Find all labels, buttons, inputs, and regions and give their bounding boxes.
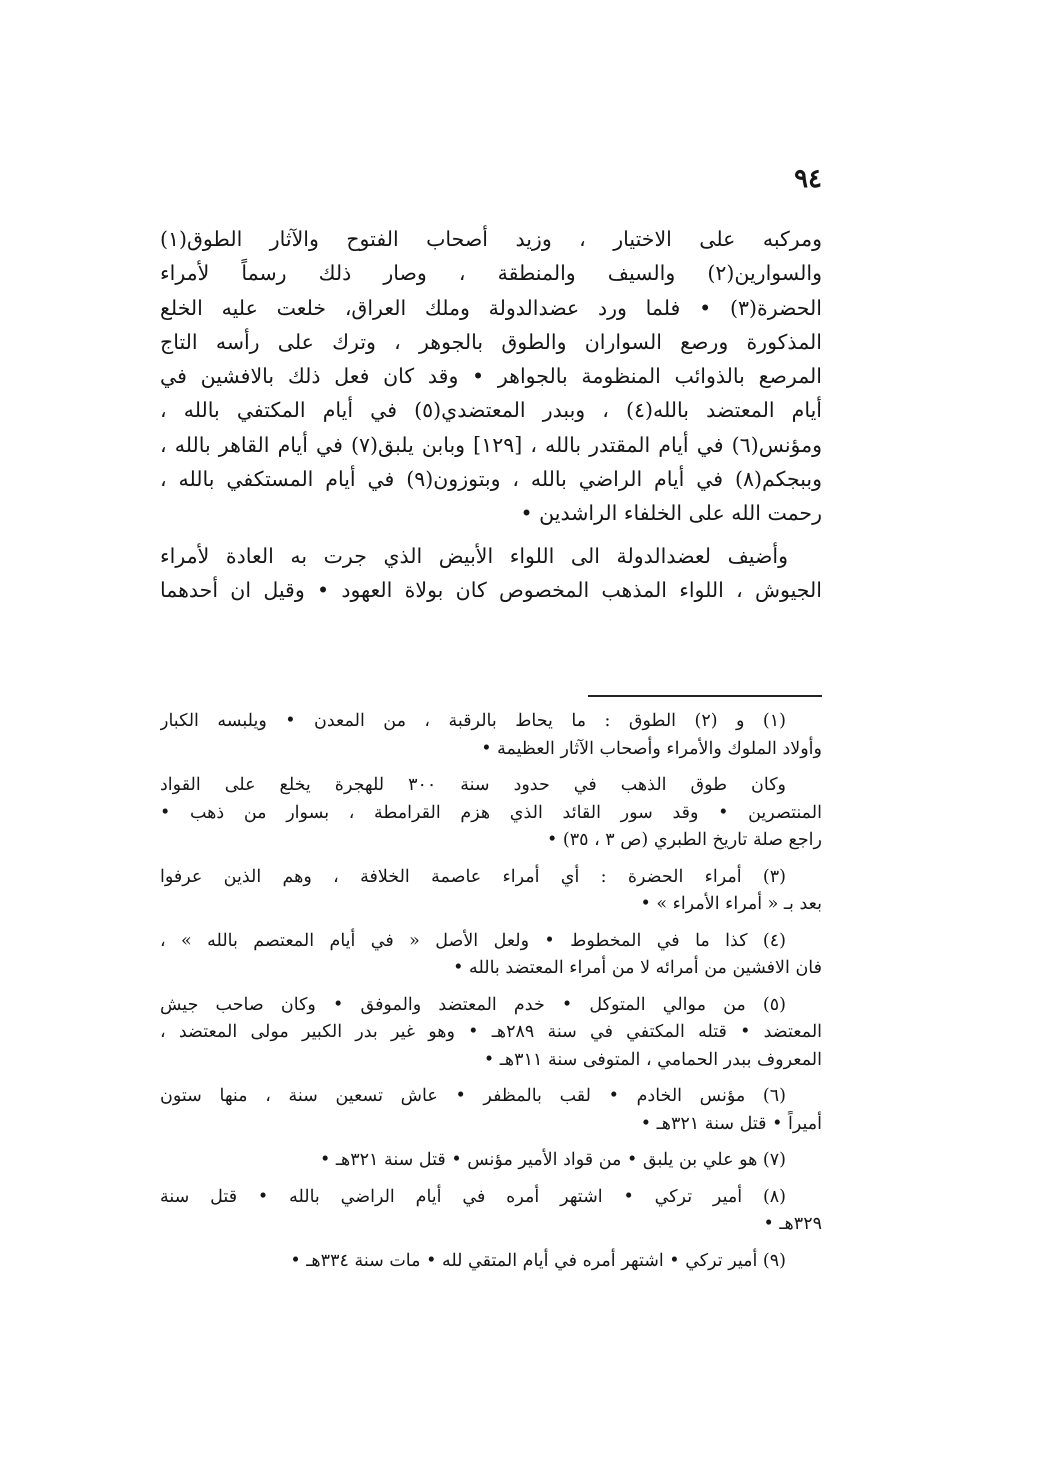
footnote-line: (٩) أمير تركي • اشتهر أمره في أيام المتقي لله • مات سنة ٣٣٤هـ • [290, 1250, 786, 1271]
text-line: ومركبه على الاختيار ، وزيد أصحاب الفتوح والآثار الطوق(١) [160, 227, 822, 251]
text-line: الحضرة(٣) • فلما ورد عضدالدولة وملك العراق، خلعت عليه الخلع [160, 295, 822, 320]
footnote [160, 772, 822, 855]
footnote-line: (٨) أمير تركي • اشتهر أمره في أيام الراضي بالله • قتل سنة [160, 1186, 786, 1207]
text-line: وأضيف لعضدالدولة الى اللواء الأبيض الذي جرت به العادة لأمراء [160, 543, 788, 568]
footnote [160, 708, 822, 763]
text-line: والسوارين(٢) والسيف والمنطقة ، وصار ذلك رسماً لأمراء [160, 261, 822, 286]
footnote [160, 1184, 822, 1239]
paragraph [160, 539, 822, 608]
footnote [160, 1147, 822, 1175]
text-line: الجيوش ، اللواء المذهب المخصوص كان بولاة العهود • وقيل ان أحدهما [160, 577, 822, 602]
paragraph [160, 222, 822, 531]
text-line: أيام المعتضد بالله(٤) ، وببدر المعتضدي(٥) في أيام المكتفي بالله ، [160, 398, 822, 423]
footnote-line: المنتصرين • وقد سور القائد الذي هزم القرامطة ، بسوار من ذهب • [160, 802, 822, 823]
footnote-line: (٦) مؤنس الخادم • لقب بالمظفر • عاش تسعين سنة ، منها ستون [160, 1086, 786, 1106]
footnote-line: راجع صلة تاريخ الطبري (ص ٣ ، ٣٥) • [546, 830, 822, 850]
footnotes [160, 708, 822, 1284]
footnote [160, 928, 822, 983]
footnote [160, 864, 822, 919]
text-line: وببجكم(٨) في أيام الراضي بالله ، وبتوزون(٩) في أيام المستكفي بالله ، [160, 467, 822, 492]
footnote-line: ٣٢٩هـ • [763, 1214, 822, 1234]
footnote-line: المعروف ببدر الحمامي ، المتوفى سنة ٣١١هـ • [483, 1049, 822, 1070]
page-number: ٩٤ [794, 164, 822, 194]
footnote [160, 992, 822, 1075]
footnote-line: فان الافشين من أمرائه لا من أمراء المعتضد بالله • [453, 958, 822, 978]
footnote-line: المعتضد • قتله المكتفي في سنة ٢٨٩هـ • وهو غير بدر الكبير مولى المعتضد ، [160, 1022, 822, 1042]
text-line: المرصع بالذوائب المنظومة بالجواهر • وقد كان فعل ذلك بالافشين في [160, 364, 822, 389]
main-text [160, 222, 822, 607]
footnote-line: أميراً • قتل سنة ٣٢١هـ • [640, 1113, 822, 1134]
text-line: ومؤنس(٦) في أيام المقتدر بالله ، [١٢٩] وبابن يلبق(٧) في أيام القاهر بالله ، [160, 432, 822, 457]
footnote-line: (٣) أمراء الحضرة : أي أمراء عاصمة الخلافة ، وهم الذين عرفوا [160, 866, 786, 887]
footnote-line: بعد بـ « أمراء الأمراء » • [640, 894, 822, 914]
footnote [160, 1083, 822, 1138]
text-line: رحمت الله على الخلفاء الراشدين • [520, 501, 822, 526]
footnote-line: (٧) هو علي بن يلبق • من قواد الأمير مؤنس • قتل سنة ٣٢١هـ • [319, 1150, 786, 1170]
footnote-line: (٤) كذا ما في المخطوط • ولعل الأصل « في أيام المعتصم بالله » ، [160, 930, 786, 951]
footnote-line: (١) و (٢) الطوق : ما يحاط بالرقبة ، من المعدن • ويلبسه الكبار [160, 711, 786, 731]
footnote-line: وأولاد الملوك والأمراء وأصحاب الآثار العظيمة • [481, 738, 822, 759]
text-line: المذكورة ورصع السواران والطوق بالجوهر ، وترك على رأسه التاج [160, 329, 822, 354]
footnote-line: وكان طوق الذهب في حدود سنة ٣٠٠ للهجرة يخلع على القواد [160, 775, 786, 795]
footnote-line: (٥) من موالي المتوكل • خدم المعتضد والموفق • وكان صاحب جيش [160, 994, 786, 1015]
footnote-separator [588, 695, 822, 697]
footnote [160, 1248, 822, 1276]
